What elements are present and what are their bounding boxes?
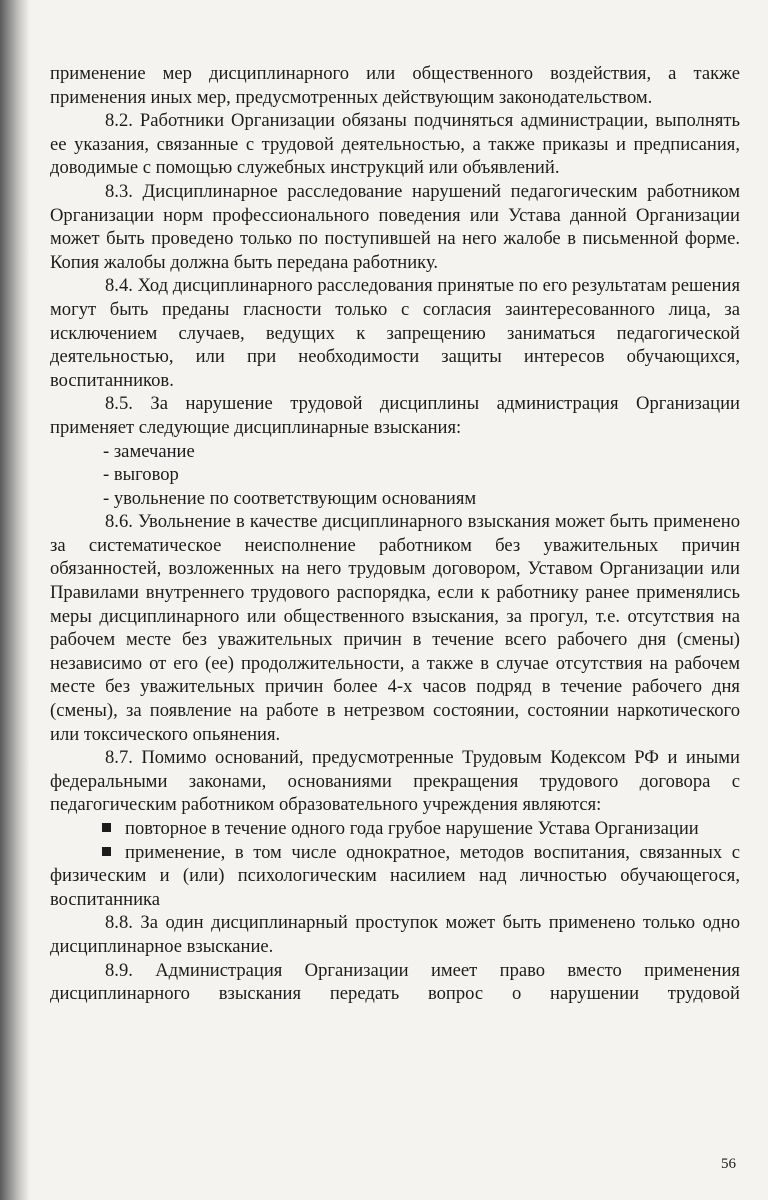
page-number: 56 bbox=[721, 1156, 736, 1172]
bullet-item-text: повторное в течение одного года грубое нарушение Устава Организации bbox=[125, 818, 699, 839]
paragraph-8-7: 8.7. Помимо оснований, предусмотренные Трудовым Кодексом РФ и иными федеральными законами, основаниями прекращения трудового договора с педагогическим работником образовательного учреждения являются: bbox=[50, 747, 740, 816]
square-bullet-icon bbox=[102, 847, 111, 856]
list-item: - увольнение по соответствующим основаниям bbox=[103, 487, 477, 509]
scan-edge-shadow bbox=[0, 0, 30, 1200]
paragraph-8-8: 8.8. За один дисциплинарный проступок может быть применено только одно дисциплинарное взыскание. bbox=[50, 912, 740, 957]
paragraph-8-9: 8.9. Администрация Организации имеет право вместо применения дисциплинарного взыскания передать вопрос о нарушении трудовой bbox=[50, 959, 740, 1005]
bullet-item bbox=[50, 817, 740, 841]
list-item: - замечание bbox=[103, 440, 195, 462]
bullet-item bbox=[50, 841, 740, 912]
paragraph-8-2: 8.2. Работники Организации обязаны подчиняться администрации, выполнять ее указания, связанные с трудовой деятельностью, а также приказы и предписания, доводимые с помощью служебных инструкций или объявлений. bbox=[50, 110, 740, 179]
paragraph-8-3: 8.3. Дисциплинарное расследование нарушений педагогическим работником Организации норм профессионального поведения или Устава данной Организации может быть проведено только по поступившей на него жалобе в письменной форме. Копия жалобы должна быть передана работнику. bbox=[50, 180, 740, 273]
square-bullet-icon bbox=[102, 823, 111, 832]
list-item: - выговор bbox=[103, 464, 179, 486]
bullet-item-text: применение, в том числе однократное, методов воспитания, связанных с физическим и (или) психологическим насилием над личностью обучающегося, воспитанника bbox=[50, 841, 740, 910]
paragraph-8-6: 8.6. Увольнение в качестве дисциплинарного взыскания может быть применено за систематическое неисполнение работником без уважительных причин обязанностей, возложенных на него трудовым договором, Уставом Организации или Правилами внутреннего трудового распорядка, если к работнику ранее применялись меры дисциплинарного или общественного взыскания, за прогул, т.е. отсутствия на рабочем месте без уважительных причин в течение всего рабочего дня (смены) независимо от его (ее) продолжительности, а также в случае отсутствия на рабочем месте без уважительных причин более 4-х часов подряд в течение рабочего дня (смены), за появление на работе в нетрезвом состоянии, состоянии наркотического или токсического опьянения. bbox=[50, 511, 740, 745]
paragraph-8-4: 8.4. Ход дисциплинарного расследования принятые по его результатам решения могут быть преданы гласности только с согласия заинтересованного лица, за исключением случаев, ведущих к запрещению заниматься педагогической деятельностью, или при необходимости защиты интересов обучающихся, воспитанников. bbox=[50, 275, 740, 391]
paragraph-8-5: 8.5. За нарушение трудовой дисциплины администрация Организации применяет следующие дисциплинарные взыскания: bbox=[50, 393, 740, 438]
document-page bbox=[50, 62, 740, 1006]
paragraph-continuation: применение мер дисциплинарного или общественного воздействия, а также применения иных мер, предусмотренных действующим законодательством. bbox=[50, 63, 740, 108]
